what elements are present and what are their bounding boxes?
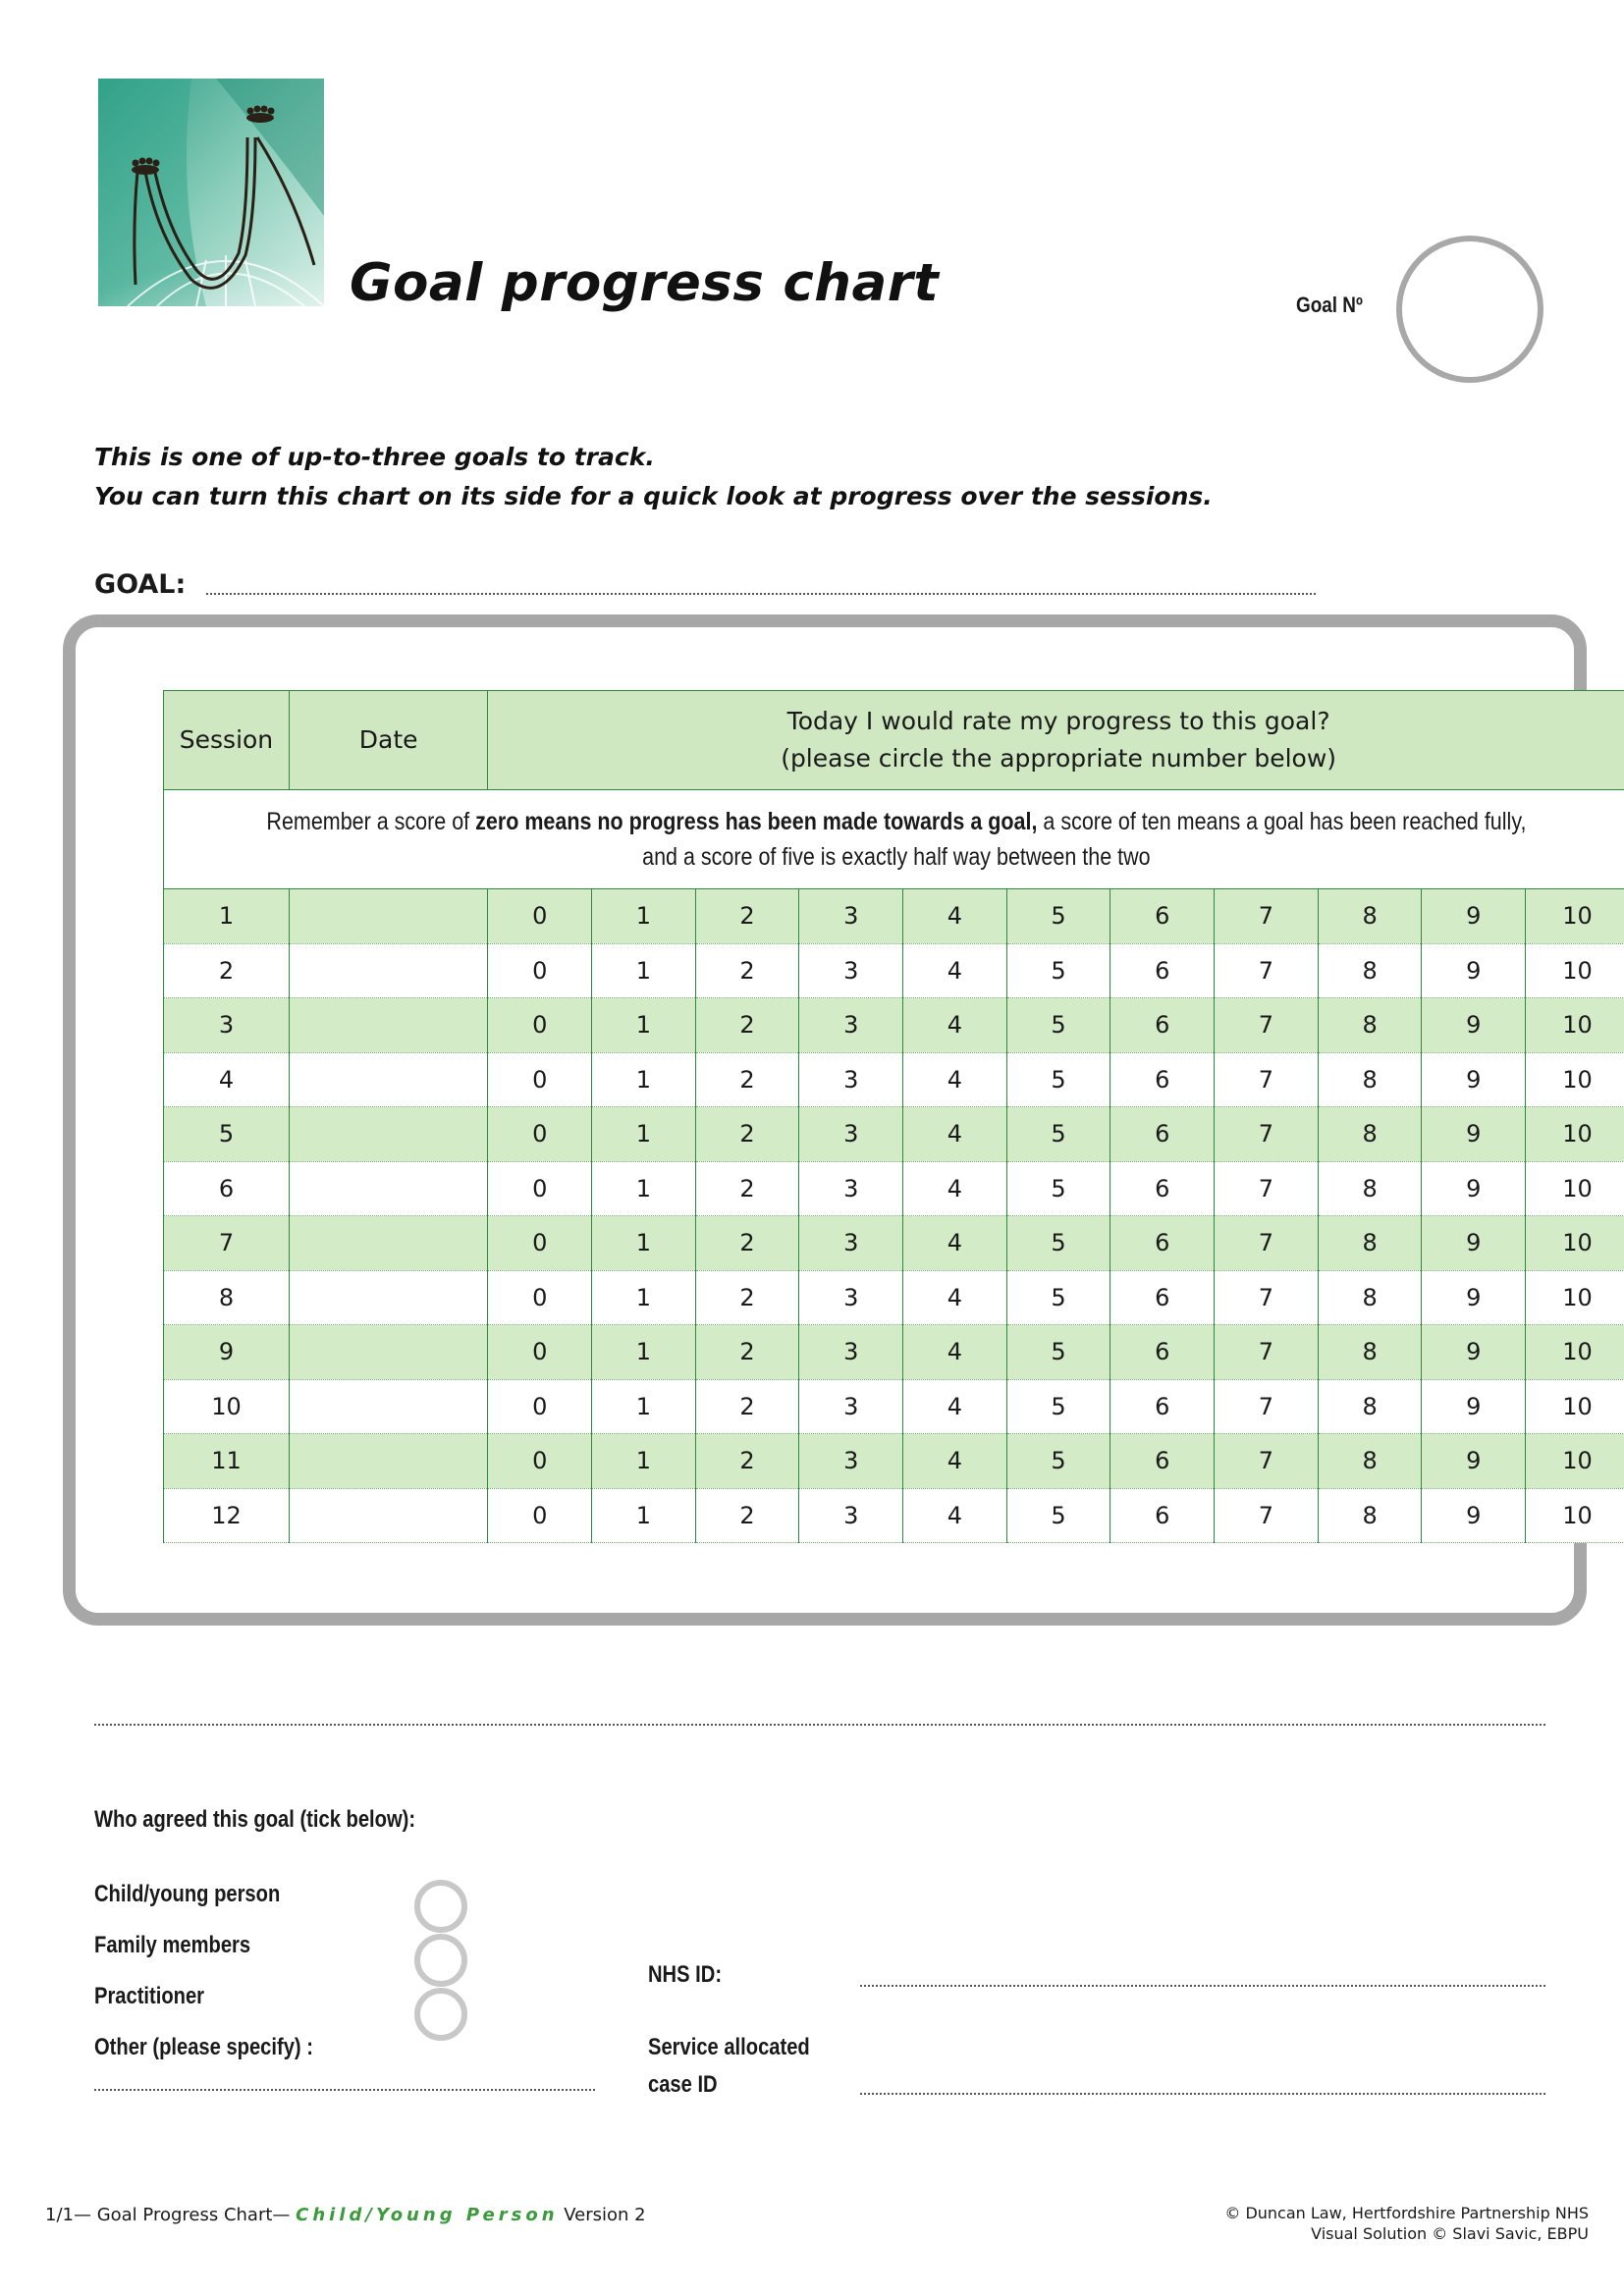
score-option[interactable]: 4 [903,1107,1007,1162]
score-option[interactable]: 4 [903,1216,1007,1271]
score-option[interactable]: 4 [903,1379,1007,1434]
score-option[interactable]: 7 [1215,1488,1319,1543]
score-option[interactable]: 1 [592,943,696,998]
score-option[interactable]: 0 [488,1107,592,1162]
score-option[interactable]: 10 [1526,998,1624,1053]
note-line-2: and a score of five is exactly half way between the two [642,843,1151,871]
table-row [164,1434,1624,1489]
score-option[interactable]: 10 [1526,1434,1624,1489]
score-option[interactable]: 5 [1006,1052,1110,1107]
header-rating [488,691,1624,790]
score-option[interactable]: 3 [799,943,903,998]
score-option[interactable]: 5 [1006,998,1110,1053]
score-option[interactable]: 8 [1318,1488,1422,1543]
score-option[interactable]: 1 [592,1434,696,1489]
score-note [164,790,1624,889]
score-option[interactable]: 5 [1006,1216,1110,1271]
session-number: 10 [164,1379,290,1434]
score-option[interactable]: 3 [799,1052,903,1107]
date-cell[interactable] [289,1107,487,1162]
score-option[interactable]: 7 [1215,1216,1319,1271]
progress-table [163,690,1624,1543]
session-number: 2 [164,943,290,998]
score-option[interactable]: 1 [592,889,696,944]
score-option[interactable]: 4 [903,1270,1007,1325]
score-option[interactable]: 9 [1422,1107,1526,1162]
score-option[interactable]: 2 [695,1379,799,1434]
score-option[interactable]: 6 [1110,1379,1215,1434]
date-cell[interactable] [289,1434,487,1489]
session-number: 9 [164,1325,290,1380]
score-option[interactable]: 3 [799,1161,903,1216]
date-cell[interactable] [289,889,487,944]
score-option[interactable]: 8 [1318,1052,1422,1107]
score-option[interactable]: 2 [695,1270,799,1325]
header-session: Session [164,691,290,790]
score-option[interactable]: 5 [1006,1434,1110,1489]
score-option[interactable]: 8 [1318,998,1422,1053]
separator-line [94,1724,1545,1726]
score-option[interactable]: 4 [903,943,1007,998]
score-option[interactable]: 8 [1318,1379,1422,1434]
score-option[interactable]: 7 [1215,1379,1319,1434]
footer-copyright-1: © Duncan Law, Hertfordshire Partnership NHS [1224,2204,1589,2222]
score-option[interactable]: 9 [1422,1052,1526,1107]
session-number: 5 [164,1107,290,1162]
score-option[interactable]: 8 [1318,1216,1422,1271]
score-option[interactable]: 0 [488,1488,592,1543]
score-option[interactable]: 10 [1526,1216,1624,1271]
table-row [164,1488,1624,1543]
score-option[interactable]: 1 [592,1161,696,1216]
score-option[interactable]: 1 [592,1270,696,1325]
score-option[interactable]: 2 [695,1216,799,1271]
session-number: 1 [164,889,290,944]
score-option[interactable]: 3 [799,1270,903,1325]
table-row [164,943,1624,998]
table-row [164,1161,1624,1216]
service-label-line-2: case ID [648,2071,718,2098]
score-option[interactable]: 1 [592,1488,696,1543]
score-option[interactable]: 0 [488,1325,592,1380]
score-option[interactable]: 6 [1110,1052,1215,1107]
score-option[interactable]: 0 [488,943,592,998]
score-option[interactable]: 4 [903,998,1007,1053]
score-option[interactable]: 0 [488,1270,592,1325]
score-option[interactable]: 5 [1006,1107,1110,1162]
score-option[interactable]: 8 [1318,1107,1422,1162]
score-option[interactable]: 10 [1526,1161,1624,1216]
score-option[interactable]: 5 [1006,943,1110,998]
score-option[interactable]: 0 [488,1216,592,1271]
score-option[interactable]: 6 [1110,943,1215,998]
score-option[interactable]: 8 [1318,943,1422,998]
session-number: 4 [164,1052,290,1107]
footer-prefix: 1/1— Goal Progress Chart— [45,2205,291,2225]
date-cell[interactable] [289,1270,487,1325]
session-number: 3 [164,998,290,1053]
score-option[interactable]: 10 [1526,1270,1624,1325]
score-option[interactable]: 10 [1526,1379,1624,1434]
table-header-row [164,691,1624,790]
score-option[interactable]: 3 [799,1216,903,1271]
footer-right [1224,2203,1589,2244]
score-option[interactable]: 10 [1526,889,1624,944]
table-row [164,998,1624,1053]
score-option[interactable]: 2 [695,1161,799,1216]
date-cell[interactable] [289,943,487,998]
score-option[interactable]: 9 [1422,1161,1526,1216]
score-option[interactable]: 4 [903,1052,1007,1107]
score-option[interactable]: 4 [903,1434,1007,1489]
date-cell[interactable] [289,998,487,1053]
score-option[interactable]: 9 [1422,1325,1526,1380]
score-option[interactable]: 7 [1215,1107,1319,1162]
score-option[interactable]: 0 [488,1052,592,1107]
score-option[interactable]: 0 [488,1379,592,1434]
footer-version: Version 2 [564,2205,646,2225]
score-option[interactable]: 5 [1006,1379,1110,1434]
score-option[interactable]: 7 [1215,1270,1319,1325]
score-option[interactable]: 5 [1006,889,1110,944]
agreement-title: Who agreed this goal (tick below): [94,1806,416,1833]
goal-input-line[interactable] [206,593,1316,595]
date-cell[interactable] [289,1325,487,1380]
score-option[interactable]: 6 [1110,1325,1215,1380]
score-option[interactable]: 8 [1318,1161,1422,1216]
score-option[interactable]: 10 [1526,943,1624,998]
score-option[interactable]: 6 [1110,1270,1215,1325]
agreed-other-label: Other (please specify) : [94,2034,313,2060]
service-case-id-line[interactable] [860,2093,1545,2095]
score-option[interactable]: 9 [1422,1488,1526,1543]
session-number: 7 [164,1216,290,1271]
score-option[interactable]: 8 [1318,1270,1422,1325]
service-label-line-1: Service allocated [648,2034,810,2060]
score-option[interactable]: 7 [1215,1325,1319,1380]
score-option[interactable]: 1 [592,1325,696,1380]
date-cell[interactable] [289,1161,487,1216]
tick-practitioner-checkbox[interactable] [414,1988,467,2041]
score-option[interactable]: 3 [799,1379,903,1434]
header-rating-line-2: (please circle the appropriate number below) [781,744,1337,773]
score-option[interactable]: 4 [903,889,1007,944]
score-option[interactable]: 10 [1526,1488,1624,1543]
goal-number-circle[interactable] [1396,236,1543,383]
page-title: Goal progress chart [350,253,940,313]
table-row [164,1052,1624,1107]
score-option[interactable]: 7 [1215,889,1319,944]
session-number: 8 [164,1270,290,1325]
score-option[interactable]: 1 [592,1216,696,1271]
score-option[interactable]: 2 [695,943,799,998]
score-option[interactable]: 9 [1422,1379,1526,1434]
footer-left [45,2205,646,2225]
score-option[interactable]: 7 [1215,1161,1319,1216]
score-option[interactable]: 8 [1318,1325,1422,1380]
intro-line-1: This is one of up-to-three goals to track. [94,443,655,471]
score-option[interactable]: 1 [592,1379,696,1434]
score-option[interactable]: 6 [1110,1107,1215,1162]
note-suffix: a score of ten means a goal has been reached fully, [1037,808,1527,835]
score-option[interactable]: 9 [1422,998,1526,1053]
score-option[interactable]: 3 [799,1434,903,1489]
score-option[interactable]: 6 [1110,998,1215,1053]
table-note-row [164,790,1624,889]
header-rating-line-1: Today I would rate my progress to this goal? [786,707,1330,735]
score-option[interactable]: 0 [488,1161,592,1216]
agreed-family-label: Family members [94,1932,251,1958]
score-option[interactable]: 3 [799,998,903,1053]
score-option[interactable]: 1 [592,1052,696,1107]
intro-line-2: You can turn this chart on its side for a quick look at progress over the sessions. [94,482,1213,510]
score-option[interactable]: 6 [1110,1216,1215,1271]
other-specify-line[interactable] [94,2089,595,2091]
score-option[interactable]: 10 [1526,1052,1624,1107]
note-prefix: Remember a score of [266,808,476,835]
score-option[interactable]: 9 [1422,1216,1526,1271]
tick-family-checkbox[interactable] [414,1934,467,1987]
note-bold: zero means no progress has been made towards a goal, [475,808,1038,835]
agreed-child-label: Child/young person [94,1881,281,1907]
score-option[interactable]: 3 [799,1325,903,1380]
score-option[interactable]: 6 [1110,1488,1215,1543]
score-option[interactable]: 9 [1422,1270,1526,1325]
score-option[interactable]: 4 [903,1161,1007,1216]
score-option[interactable]: 10 [1526,1107,1624,1162]
table-row [164,1325,1624,1380]
score-option[interactable]: 9 [1422,943,1526,998]
session-number: 11 [164,1434,290,1489]
score-option[interactable]: 3 [799,1488,903,1543]
score-option[interactable]: 8 [1318,1434,1422,1489]
score-option[interactable]: 5 [1006,1270,1110,1325]
score-option[interactable]: 2 [695,889,799,944]
score-option[interactable]: 0 [488,998,592,1053]
score-option[interactable]: 1 [592,1107,696,1162]
score-option[interactable]: 6 [1110,889,1215,944]
date-cell[interactable] [289,1379,487,1434]
score-option[interactable]: 2 [695,1107,799,1162]
session-number: 12 [164,1488,290,1543]
nhs-id-label: NHS ID: [648,1961,723,1988]
table-row [164,1270,1624,1325]
table-row [164,889,1624,944]
tick-child-checkbox[interactable] [414,1880,467,1933]
date-cell[interactable] [289,1488,487,1543]
date-cell[interactable] [289,1052,487,1107]
score-option[interactable]: 1 [592,998,696,1053]
footer-copyright-2: Visual Solution © Slavi Savic, EBPU [1311,2224,1589,2243]
logo-image [98,79,324,306]
goal-label: GOAL: [94,569,187,600]
score-option[interactable]: 0 [488,1434,592,1489]
session-number: 6 [164,1161,290,1216]
score-option[interactable]: 5 [1006,1325,1110,1380]
score-option[interactable]: 6 [1110,1161,1215,1216]
date-cell[interactable] [289,1216,487,1271]
score-option[interactable]: 10 [1526,1325,1624,1380]
intro-text [94,438,1213,516]
table-row [164,1216,1624,1271]
score-option[interactable]: 6 [1110,1434,1215,1489]
score-option[interactable]: 7 [1215,943,1319,998]
score-option[interactable]: 7 [1215,1052,1319,1107]
score-option[interactable]: 7 [1215,998,1319,1053]
score-option[interactable]: 4 [903,1488,1007,1543]
header-date: Date [289,691,487,790]
score-option[interactable]: 0 [488,889,592,944]
score-option[interactable]: 5 [1006,1161,1110,1216]
score-option[interactable]: 2 [695,1052,799,1107]
score-option[interactable]: 4 [903,1325,1007,1380]
score-option[interactable]: 9 [1422,889,1526,944]
footer-highlight: Child/Young Person [296,2205,559,2225]
score-option[interactable]: 3 [799,889,903,944]
score-option[interactable]: 9 [1422,1434,1526,1489]
score-option[interactable]: 5 [1006,1488,1110,1543]
score-option[interactable]: 7 [1215,1434,1319,1489]
score-option[interactable]: 8 [1318,889,1422,944]
score-option[interactable]: 2 [695,998,799,1053]
score-option[interactable]: 3 [799,1107,903,1162]
score-option[interactable]: 2 [695,1488,799,1543]
nhs-id-line[interactable] [860,1985,1545,1987]
table-row [164,1379,1624,1434]
score-option[interactable]: 2 [695,1434,799,1489]
goal-number-label: Goal Nº [1296,293,1363,317]
score-option[interactable]: 2 [695,1325,799,1380]
agreed-practitioner-label: Practitioner [94,1983,205,2009]
table-row [164,1107,1624,1162]
